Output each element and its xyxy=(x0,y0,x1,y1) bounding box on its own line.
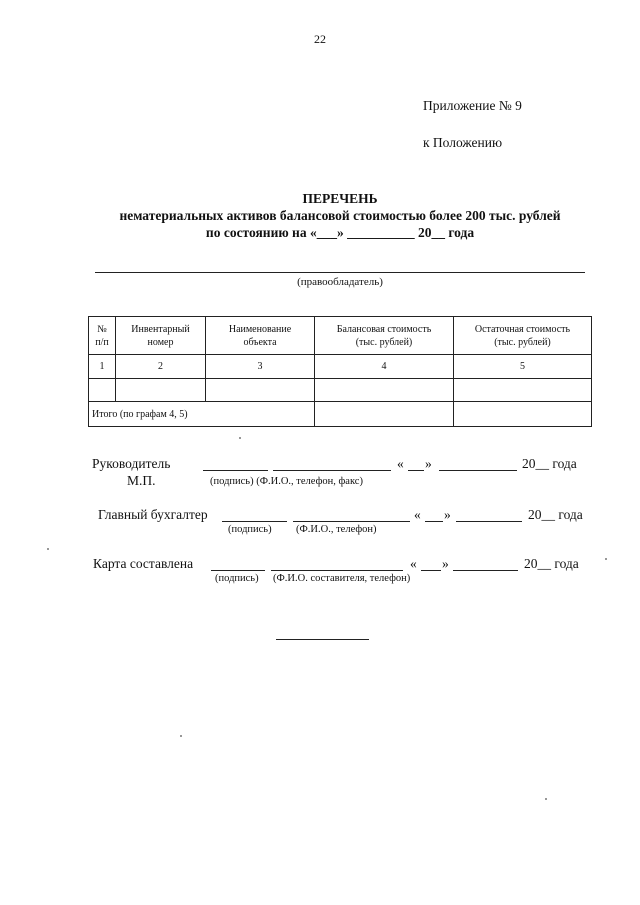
header-cell-residual-value: Остаточная стоимость (тыс. рублей) xyxy=(454,317,592,355)
compiled-by-label: Карта составлена xyxy=(93,556,194,571)
total-book-value-cell xyxy=(315,402,454,427)
assets-table xyxy=(88,316,592,427)
appendix-number: Приложение № 9 xyxy=(423,98,522,113)
scan-speck xyxy=(180,735,182,737)
compiled-by-quote-open: « xyxy=(410,556,417,571)
column-number: 3 xyxy=(206,355,315,379)
table-cell xyxy=(206,379,315,402)
chief-accountant-year: 20__ года xyxy=(528,507,583,522)
compiled-by-month-line xyxy=(453,570,518,571)
compiled-by-caption-signature: (подпись) xyxy=(215,573,259,584)
compiled-by-year: 20__ года xyxy=(524,556,579,571)
head-year: 20__ года xyxy=(522,456,577,471)
chief-accountant-label: Главный бухгалтер xyxy=(98,507,208,522)
title-subject: нематериальных активов балансовой стоимостью более 200 тыс. рублей xyxy=(119,208,561,223)
compiled-by-day-line xyxy=(421,570,441,571)
compiled-by-signature-line xyxy=(211,570,265,571)
scan-speck xyxy=(605,558,607,560)
head-day-line xyxy=(408,470,424,471)
column-number: 2 xyxy=(116,355,206,379)
title-date: по состоянию на «___» __________ 20__ года xyxy=(205,225,475,240)
chief-accountant-month-line xyxy=(456,521,522,522)
table-cell xyxy=(116,379,206,402)
compiled-by-name-line xyxy=(271,570,403,571)
column-number: 4 xyxy=(315,355,454,379)
table-row-column-numbers xyxy=(89,355,592,379)
document-title xyxy=(0,190,640,241)
table-row-total xyxy=(89,402,592,427)
header-cell-book-value: Балансовая стоимость (тыс. рублей) xyxy=(315,317,454,355)
head-quote-open: « xyxy=(397,456,404,471)
title-heading: ПЕРЕЧЕНЬ xyxy=(302,191,378,206)
head-name-line xyxy=(273,470,391,471)
seal-mark: М.П. xyxy=(127,473,156,488)
compiled-by-quote-close: » xyxy=(442,556,449,571)
head-quote-close: » xyxy=(425,456,432,471)
end-of-document-line xyxy=(276,639,369,640)
chief-accountant-caption-name: (Ф.И.О., телефон) xyxy=(296,524,377,535)
chief-accountant-quote-open: « xyxy=(414,507,421,522)
head-label: Руководитель xyxy=(92,456,171,471)
column-number: 5 xyxy=(454,355,592,379)
total-residual-value-cell xyxy=(454,402,592,427)
compiled-by-caption-name: (Ф.И.О. составителя, телефон) xyxy=(273,573,411,584)
table-cell xyxy=(454,379,592,402)
scan-speck xyxy=(239,437,241,439)
chief-accountant-caption-signature: (подпись) xyxy=(228,524,272,535)
total-label: Итого (по графам 4, 5) xyxy=(89,402,315,427)
head-signature-line xyxy=(203,470,268,471)
header-cell-number: № п/п xyxy=(89,317,116,355)
head-caption: (подпись) (Ф.И.О., телефон, факс) xyxy=(210,476,363,487)
page-number: 22 xyxy=(314,32,326,46)
table-cell xyxy=(89,379,116,402)
column-number: 1 xyxy=(89,355,116,379)
chief-accountant-quote-close: » xyxy=(444,507,451,522)
chief-accountant-name-line xyxy=(293,521,410,522)
rights-holder-label: (правообладатель) xyxy=(297,276,383,288)
table-cell xyxy=(315,379,454,402)
rights-holder-line xyxy=(95,272,585,273)
chief-accountant-signature-line xyxy=(222,521,287,522)
header-cell-inventory: Инвентарный номер xyxy=(116,317,206,355)
header-cell-name: Наименование объекта xyxy=(206,317,315,355)
head-month-line xyxy=(439,470,517,471)
scan-speck xyxy=(47,548,49,550)
table-row-empty xyxy=(89,379,592,402)
chief-accountant-day-line xyxy=(425,521,443,522)
scan-speck xyxy=(545,798,547,800)
appendix-reference: к Положению xyxy=(423,135,503,150)
table-header-row xyxy=(89,317,592,355)
